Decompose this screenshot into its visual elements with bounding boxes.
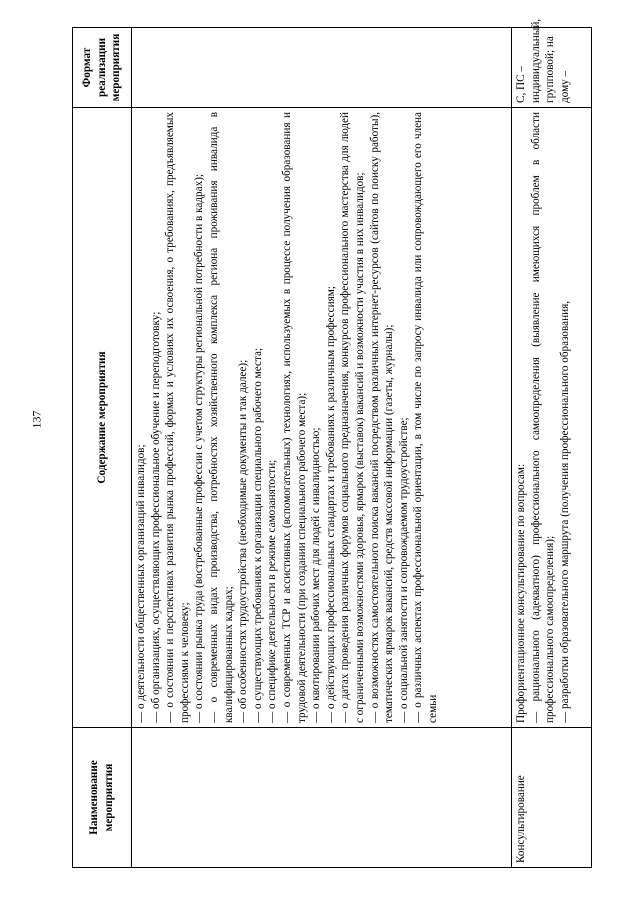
row2-name: Консультирование bbox=[512, 728, 592, 868]
page-number: 137 bbox=[29, 410, 44, 429]
table-row bbox=[132, 28, 512, 868]
list-item: — разработки образовательного маршрута (получения профессионального образования, bbox=[558, 300, 571, 723]
header-content: Содержание мероприятия bbox=[73, 108, 132, 728]
list-item: — об организациях, осуществляющих профессиональное обучение и переподготовку; bbox=[149, 311, 162, 723]
list-item: — рационального (адекватного) профессионального самоопределения (выявление имеющихся проблем в области профессионального самоопределения); bbox=[529, 112, 557, 723]
list-item: — о возможностях самостоятельного поиска вакансий посредством различных интернет-ресурсов (сайтов по поиску работы), тематических ярмарок вакансий, средств массовой информации (газеты, журналы); bbox=[368, 112, 396, 723]
row1-content bbox=[132, 108, 512, 728]
row2-content bbox=[512, 108, 592, 728]
list-item: Профориентационное консультирование по вопросам: bbox=[515, 463, 527, 723]
list-item: — об особенностях трудоустройства (необходимые документы и так далее); bbox=[237, 359, 250, 723]
list-item: — о различных аспектах профессиональной ориентации, в том числе по запросу инвалида или сопровождающего его члена семьи bbox=[412, 112, 439, 723]
header-name: Наименование мероприятия bbox=[73, 728, 132, 868]
row1-name bbox=[132, 728, 512, 868]
row1-format bbox=[132, 28, 512, 108]
list-item: — о состоянии и перспективах развития рынка профессий, формах и условиях их освоения, о требованиях, предъявляемых профессиями к человеку; bbox=[164, 112, 191, 723]
rotated-table-container bbox=[72, 18, 592, 868]
list-item: — о специфике деятельности в режиме самозанятости; bbox=[266, 459, 279, 723]
table-header-row bbox=[73, 28, 132, 868]
list-item: — о состоянии рынка труда (востребованные профессии с учетом структуры региональной потребности в кадрах); bbox=[193, 173, 206, 723]
events-table bbox=[72, 18, 592, 868]
list-item: — о датах проведения различных форумов социального предназначения, конкурсов профессионального мастерства для людей с ограниченными возможностями здоровья, ярмарок (выставок) вакансий и возможности участия в них инвалидов; bbox=[339, 112, 366, 723]
list-item: — о современных видах производства, потребностях хозяйственного комплекса региона проживания инвалида в квалифицированных кадрах; bbox=[207, 112, 235, 723]
list-item: — о социальной занятости и сопровождаемом трудоустройстве; bbox=[397, 417, 410, 723]
list-item: — о современных ТСР и ассистивных (вспомогательных) технологиях, используемых в процессе получения образования и трудовой деятельности (при создании специального рабочего места); bbox=[280, 112, 308, 723]
list-item: — о квотировании рабочих мест для людей с инвалидностью; bbox=[310, 427, 323, 723]
header-format: Формат реализации мероприятия bbox=[73, 28, 132, 108]
list-item: — о действующих профессиональных стандартах и требованиях к различным профессиям; bbox=[324, 286, 337, 723]
table-row bbox=[512, 28, 592, 868]
list-item: — о деятельности общественных организаций инвалидов; bbox=[135, 444, 147, 723]
row2-format: С, ПС – индивидуальный, групповой; на дому – bbox=[512, 28, 592, 108]
list-item: — о существующих требованиях к организации специального рабочего места; bbox=[251, 347, 264, 723]
